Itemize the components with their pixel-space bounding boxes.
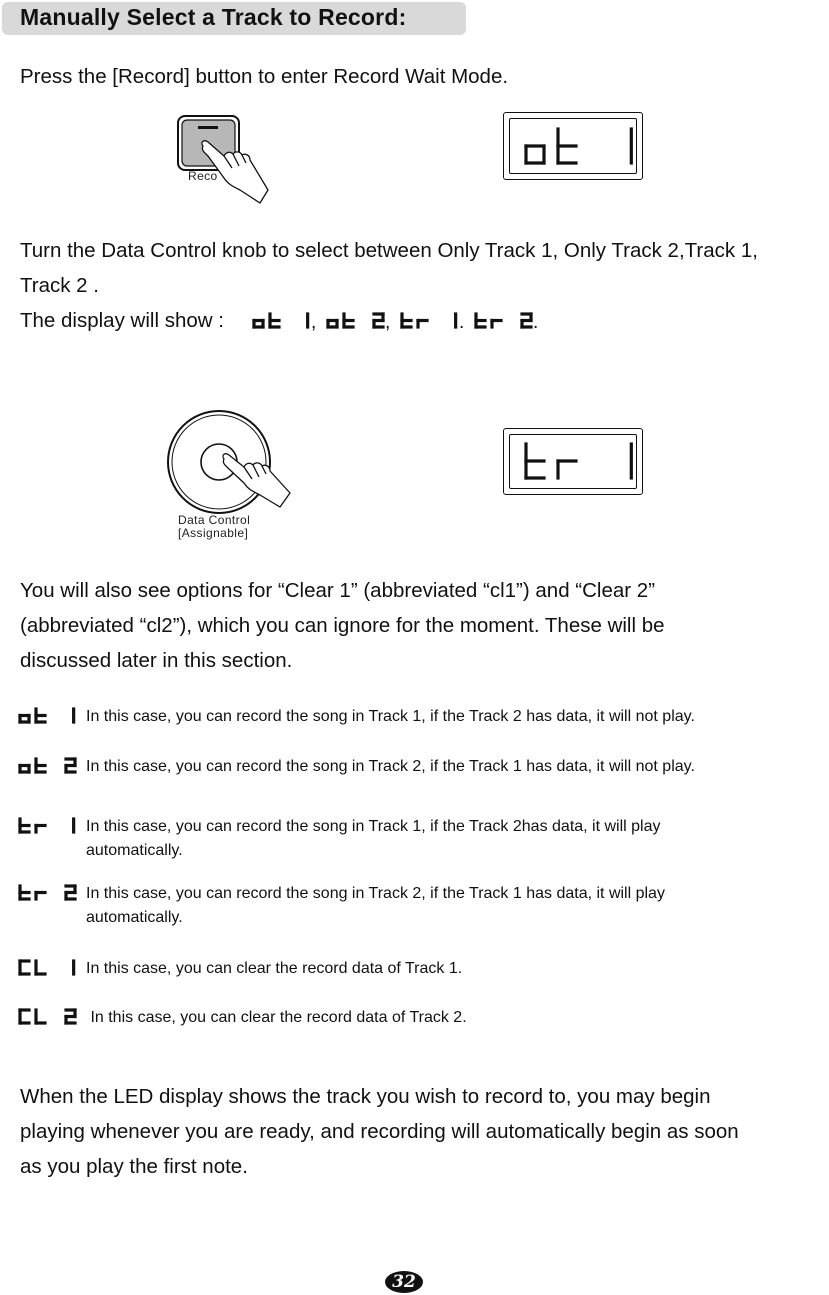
option-code-display [18, 817, 78, 835]
data-control-knob-illustration [164, 407, 304, 525]
option-code-display [18, 1008, 78, 1026]
option-item [18, 884, 78, 907]
para4-line3: as you play the first note. [20, 1155, 248, 1178]
led-display-2 [503, 428, 643, 495]
option-desc: In this case, you can record the song in Track 2, if the Track 1 has data, it will play [86, 885, 665, 902]
para4-line1: When the LED display shows the track you wish to record to, you may begin [20, 1085, 711, 1108]
option-code-display [18, 959, 78, 977]
option-item [18, 959, 78, 982]
sequence-separator: , [311, 312, 317, 333]
para2-line3: The display will show : [20, 309, 224, 332]
para2-line2: Track 2 . [20, 274, 99, 297]
option-desc: In this case, you can record the song in Track 1, if the Track 2has data, it will play [86, 818, 661, 835]
option-desc: In this case, you can clear the record data of Track 2. [86, 1009, 467, 1026]
option-code-display [18, 707, 78, 725]
option-code-display [18, 884, 78, 902]
para3-line2: (abbreviated “cl2”), which you can ignore for the moment. These will be [20, 614, 665, 637]
option-item [18, 817, 78, 840]
option-desc: In this case, you can record the song in Track 2, if the Track 1 has data, it will not play. [86, 758, 695, 775]
record-button-illustration [170, 112, 280, 212]
option-code-display [18, 757, 78, 775]
option-item [18, 757, 78, 780]
sequence-separator: . [533, 312, 539, 333]
option-desc-cont: automatically. [86, 909, 183, 926]
option-desc-cont: automatically. [86, 842, 183, 859]
para4-line2: playing whenever you are ready, and recording will automatically begin as soon [20, 1120, 739, 1143]
option-desc: In this case, you can clear the record data of Track 1. [86, 960, 463, 977]
led-display-1-digits [522, 127, 632, 167]
display-sequence [252, 311, 542, 335]
option-item [18, 707, 78, 730]
para3-line1: You will also see options for “Clear 1” (abbreviated “cl1”) and “Clear 2” [20, 579, 656, 602]
section-title: Manually Select a Track to Record: [20, 4, 407, 30]
page-number: 32 [385, 1271, 423, 1293]
para2-line1: Turn the Data Control knob to select between Only Track 1, Only Track 2,Track 1, [20, 239, 758, 262]
option-item [18, 1008, 78, 1031]
sequence-separator: , [385, 312, 391, 333]
led-display-1 [503, 112, 643, 180]
sequence-separator: . [459, 312, 465, 333]
option-desc: In this case, you can record the song in Track 1, if the Track 2 has data, it will not play. [86, 708, 695, 725]
led-display-2-digits [522, 442, 632, 482]
knob-caption-line1: Data Control [178, 513, 251, 527]
record-button-label: Reco [188, 169, 218, 183]
para3-line3: discussed later in this section. [20, 649, 293, 672]
intro-text: Press the [Record] button to enter Record Wait Mode. [20, 65, 509, 88]
knob-caption-line2: [Assignable] [178, 526, 249, 540]
